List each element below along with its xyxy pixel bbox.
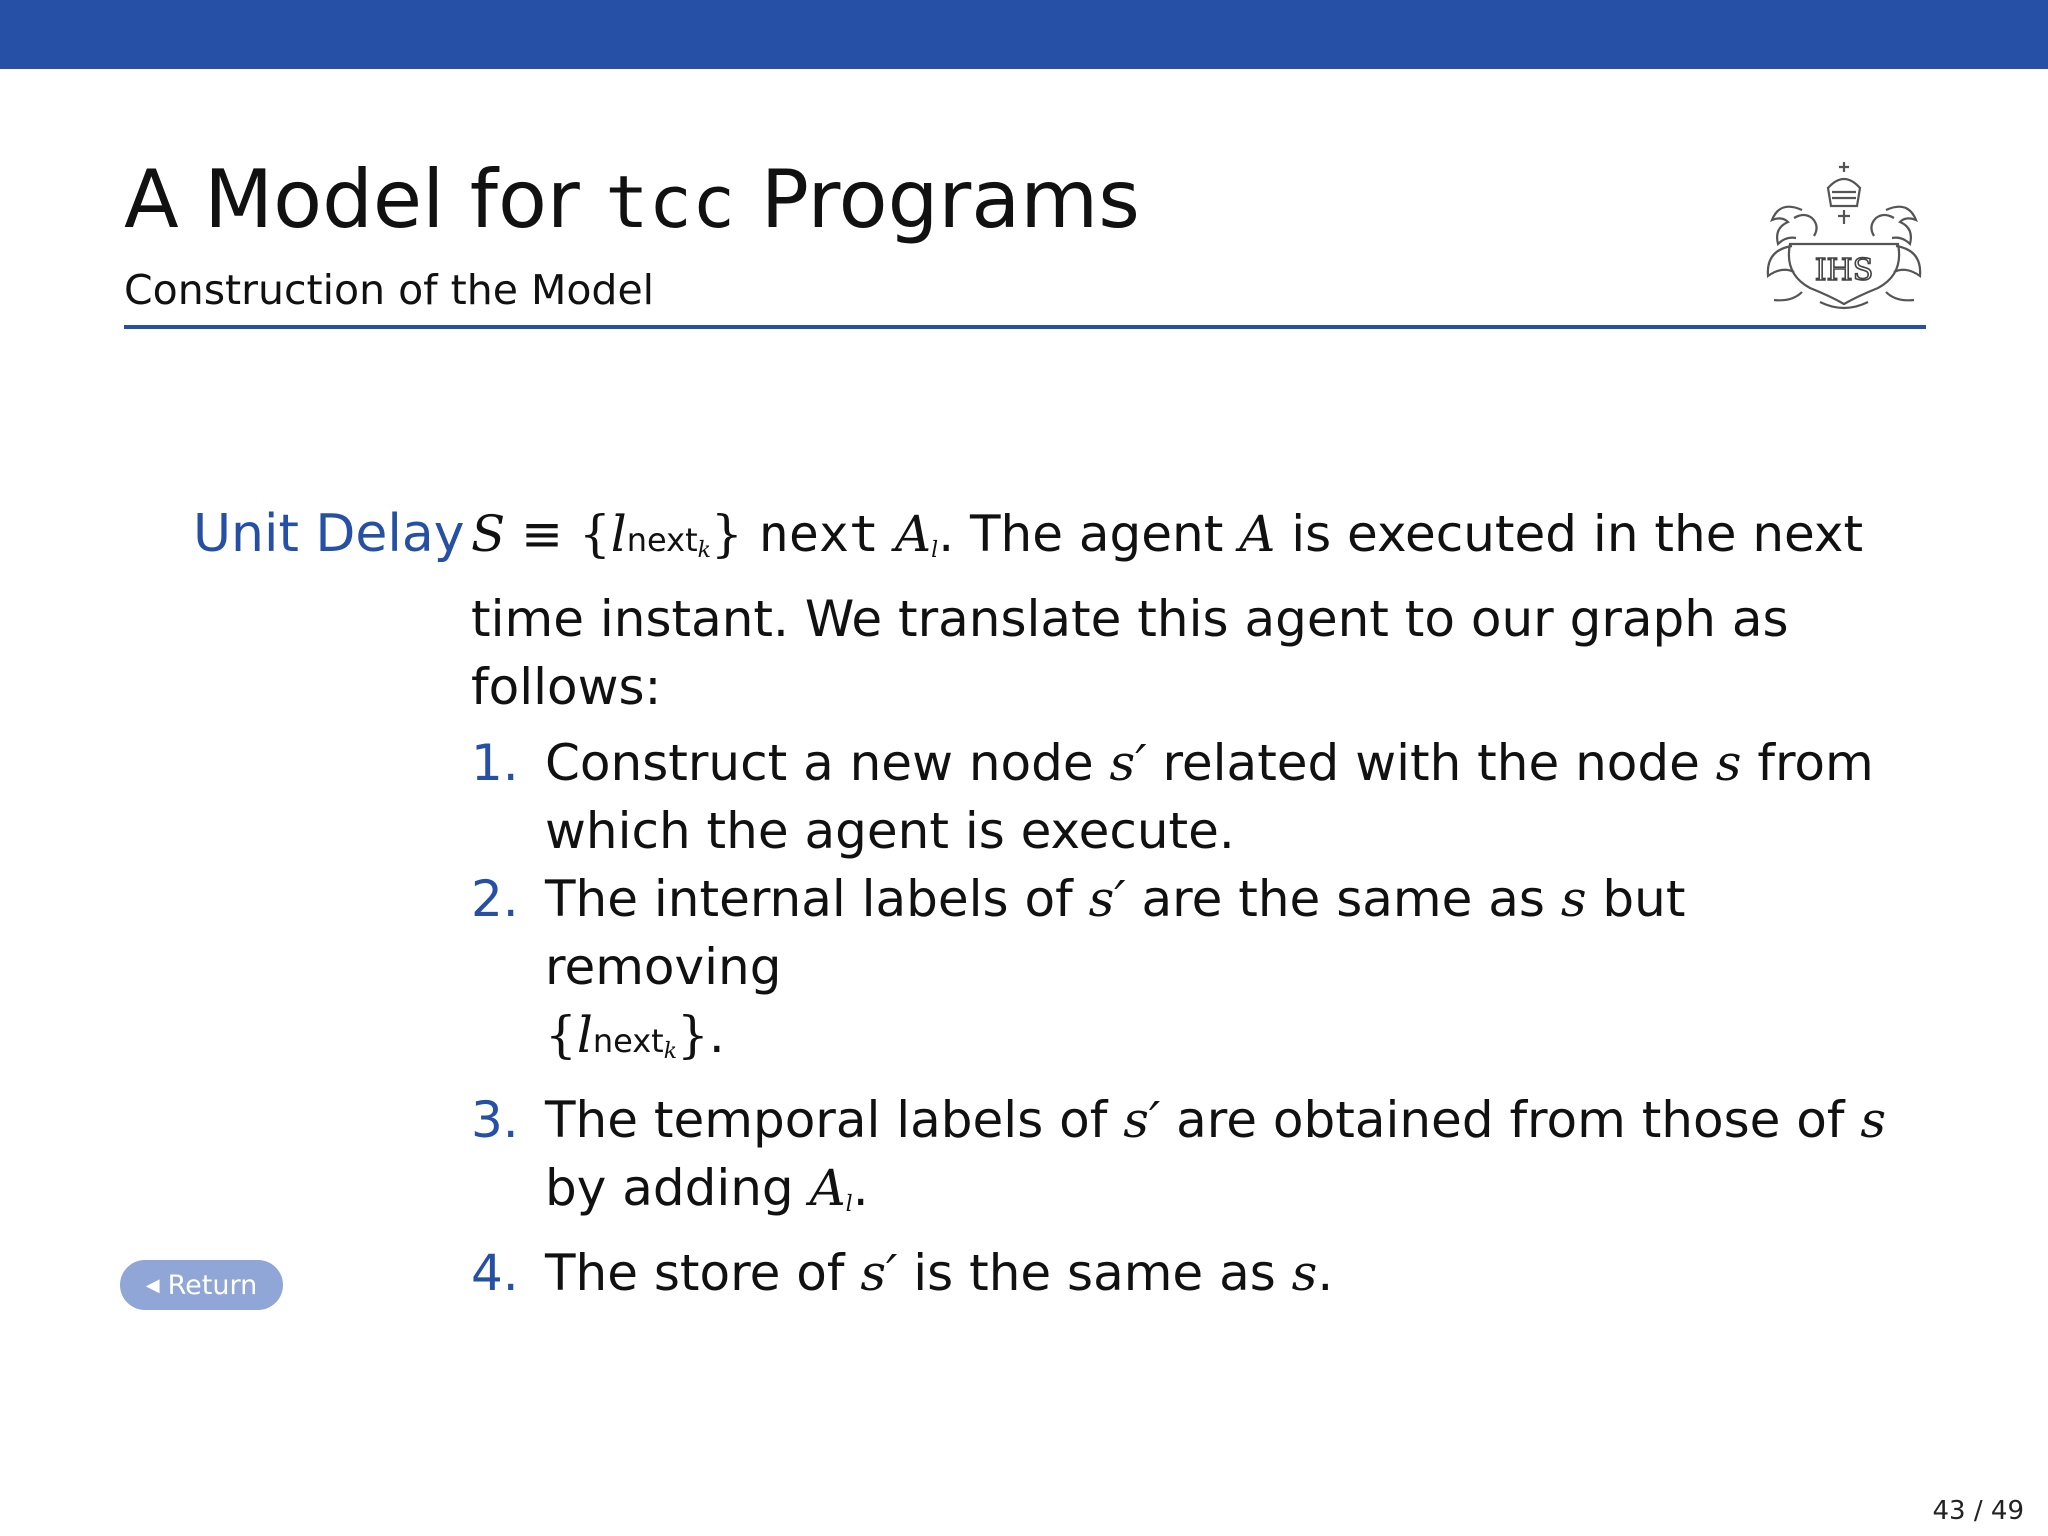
- step-text: are the same as: [1125, 870, 1561, 928]
- step-text: The store of: [545, 1244, 861, 1302]
- brace-open: {: [545, 1006, 577, 1064]
- intro-text-2: is executed in the next time instant. We translate this agent to our graph as follows:: [471, 505, 1864, 716]
- frame-subtitle: Construction of the Model: [124, 266, 655, 314]
- step-text: by adding: [545, 1159, 810, 1217]
- title-rule: [124, 325, 1926, 329]
- list-item: 3. The temporal labels of s′ are obtained from those of s by adding Al.: [471, 1086, 1911, 1239]
- symbol-s: s: [1560, 870, 1587, 928]
- symbol-s-prime: s′: [1123, 1091, 1161, 1149]
- subscript-l: l: [931, 538, 939, 563]
- symbol-s: s: [1715, 734, 1742, 792]
- description-label: Unit Delay: [193, 504, 465, 564]
- subscript-k: k: [697, 538, 711, 563]
- title-code: tcc: [605, 160, 736, 244]
- return-label: Return: [167, 1269, 258, 1301]
- step-text: from which the agent is execute.: [545, 734, 1874, 860]
- step-text: are obtained from those of: [1160, 1091, 1861, 1149]
- steps-list: [471, 729, 1911, 1307]
- subscript-k: k: [663, 1039, 678, 1064]
- page-separator: /: [1965, 1496, 1991, 1526]
- header-bar: [0, 0, 2048, 69]
- symbol-l: l: [576, 1006, 593, 1064]
- list-item: [471, 1239, 1911, 1307]
- symbol-S: S: [471, 505, 506, 563]
- symbol-s: s: [1860, 1091, 1887, 1149]
- return-button[interactable]: [120, 1260, 283, 1310]
- title-suffix: Programs: [735, 153, 1140, 246]
- symbol-s-prime: s′: [1109, 734, 1147, 792]
- list-item: 2. The internal labels of s′ are the same as s but removing {lnextk}.: [471, 865, 1911, 1086]
- page-number: [1933, 1496, 2024, 1526]
- symbol-A: A: [1239, 505, 1276, 563]
- step-number: 1.: [471, 734, 519, 792]
- keyword-next: next: [758, 505, 880, 563]
- symbol-A: A: [895, 505, 932, 563]
- brace-open: {: [578, 505, 611, 563]
- step-text: is the same as: [897, 1244, 1292, 1302]
- symbol-l: l: [610, 505, 627, 563]
- step-text: but removing: [545, 870, 1686, 996]
- step-text: The internal labels of: [545, 870, 1089, 928]
- step-text: related with the node: [1146, 734, 1716, 792]
- step-number: 4.: [471, 1244, 519, 1302]
- university-crest-logo: [1762, 158, 1926, 316]
- list-item: [471, 729, 1911, 865]
- symbol-s-prime: s′: [860, 1244, 898, 1302]
- brace-close: }: [711, 505, 743, 563]
- brace-close: }: [677, 1006, 709, 1064]
- frame-title: [124, 153, 1140, 246]
- subscript-l: l: [845, 1192, 853, 1217]
- subscript-next: next: [592, 1022, 664, 1060]
- page-total: 49: [1990, 1496, 2024, 1526]
- step-number: 2.: [471, 870, 519, 928]
- symbol-s: s: [1291, 1244, 1318, 1302]
- intro-text-1: The agent: [954, 505, 1240, 563]
- symbol-A: A: [809, 1159, 846, 1217]
- crest-monogram: IHS: [1814, 253, 1874, 288]
- step-number: 3.: [471, 1091, 519, 1149]
- symbol-s-prime: s′: [1088, 870, 1126, 928]
- title-prefix: A Model for: [124, 153, 606, 246]
- description-intro: S ≡ {lnextk} next Al. The agent A is executed in the next time instant. We translate this agent to our graph as follows:: [471, 505, 1864, 716]
- step-text: .: [1317, 1244, 1334, 1302]
- step-text: Construct a new node: [545, 734, 1110, 792]
- left-triangle-icon: ◀: [145, 1274, 160, 1296]
- page-current: 43: [1932, 1496, 1966, 1526]
- subscript-next: next: [626, 521, 698, 559]
- step-text: The temporal labels of: [545, 1091, 1124, 1149]
- description-body: [471, 500, 1911, 1307]
- symbol-equiv: ≡: [505, 505, 579, 563]
